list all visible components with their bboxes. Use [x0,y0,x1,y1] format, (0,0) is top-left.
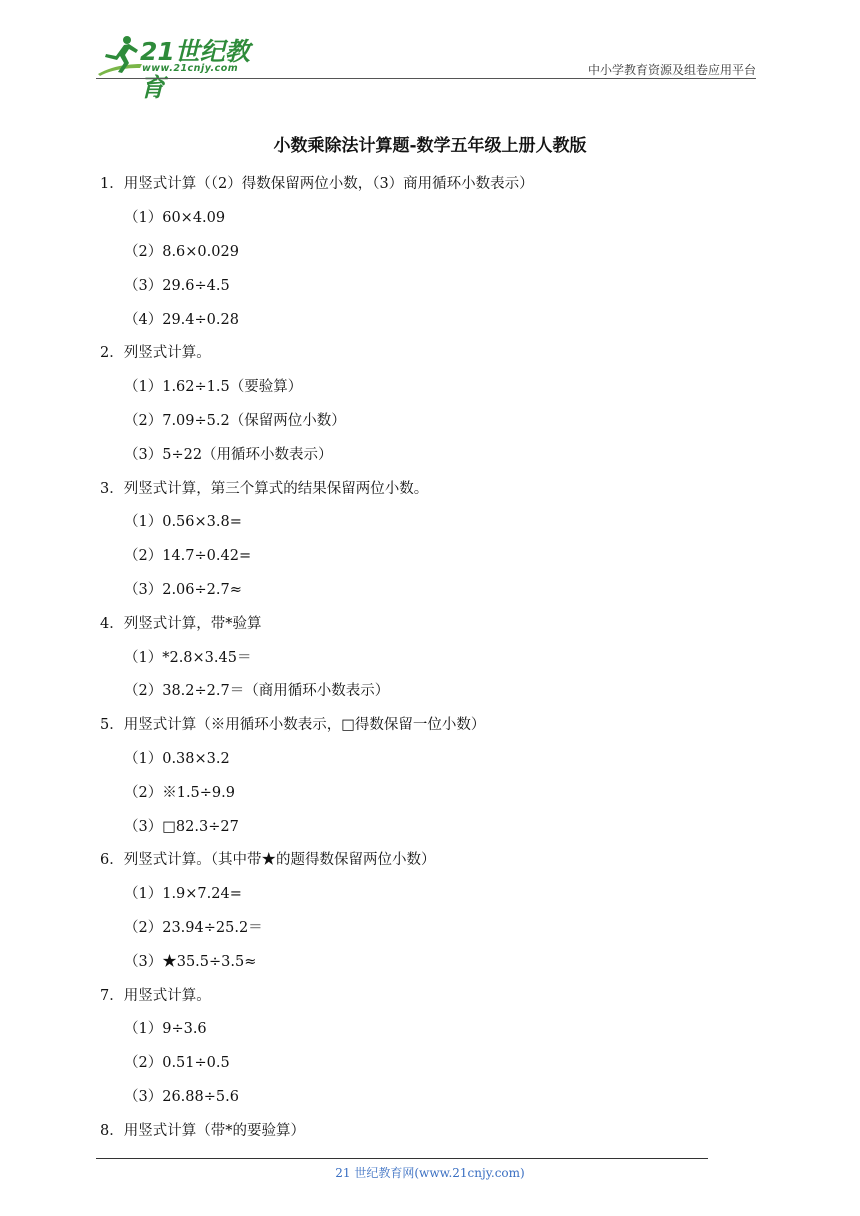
question-3: 3．列竖式计算，第三个算式的结果保留两位小数。 [100,481,429,497]
question-7-item: （1）9÷3.6 [124,1021,207,1037]
question-4-item: （2）38.2÷2.7＝（商用循环小数表示） [124,683,390,699]
question-5-item: （2）※1.5÷9.9 [124,785,235,801]
question-7-item: （2）0.51÷0.5 [124,1055,230,1071]
question-7: 7．用竖式计算。 [100,988,211,1004]
footer-divider [96,1158,708,1159]
question-6-item: （1）1.9×7.24= [124,886,242,902]
question-5-item: （3）□82.3÷27 [124,819,239,835]
runner-logo-icon [96,34,144,78]
question-3-item: （1）0.56×3.8= [124,514,242,530]
question-6: 6．列竖式计算。（其中带★的题得数保留两位小数） [100,852,436,868]
question-1: 1．用竖式计算（（2）得数保留两位小数，（3）商用循环小数表示） [100,176,534,192]
question-2-item: （1）1.62÷1.5（要验算） [124,379,303,395]
logo-url: www.21cnjy.com [142,63,239,74]
question-2-item: （3）5÷22（用循环小数表示） [124,447,333,463]
question-6-item: （3）★35.5÷3.5≈ [124,954,257,970]
logo [96,34,266,102]
question-4: 4．列竖式计算，带*验算 [100,616,262,632]
question-5: 5．用竖式计算（※用循环小数表示，□得数保留一位小数） [100,717,486,733]
page-header [0,0,860,102]
question-8: 8．用竖式计算（带*的要验算） [100,1123,305,1139]
question-4-item: （1）*2.8×3.45＝ [124,650,252,666]
question-5-item: （1）0.38×3.2 [124,751,230,767]
question-2-item: （2）7.09÷5.2（保留两位小数） [124,413,346,429]
question-6-item: （2）23.94÷25.2＝ [124,920,263,936]
question-1-item: （1）60×4.09 [124,210,226,226]
question-7-item: （3）26.88÷5.6 [124,1089,239,1105]
question-2: 2．列竖式计算。 [100,345,211,361]
question-1-item: （4）29.4÷0.28 [124,312,239,328]
question-1-item: （2）8.6×0.029 [124,244,239,260]
logo-text: 21世纪教育 [140,37,250,102]
footer-link[interactable]: 21 世纪教育网(www.21cnjy.com) [335,1166,525,1180]
question-3-item: （3）2.06÷2.7≈ [124,582,242,598]
header-divider [96,78,756,79]
document-title: 小数乘除法计算题-数学五年级上册人教版 [273,136,587,156]
question-3-item: （2）14.7÷0.42= [124,548,252,564]
question-1-item: （3）29.6÷4.5 [124,278,230,294]
header-slogan: 中小学教育资源及组卷应用平台 [587,63,756,77]
